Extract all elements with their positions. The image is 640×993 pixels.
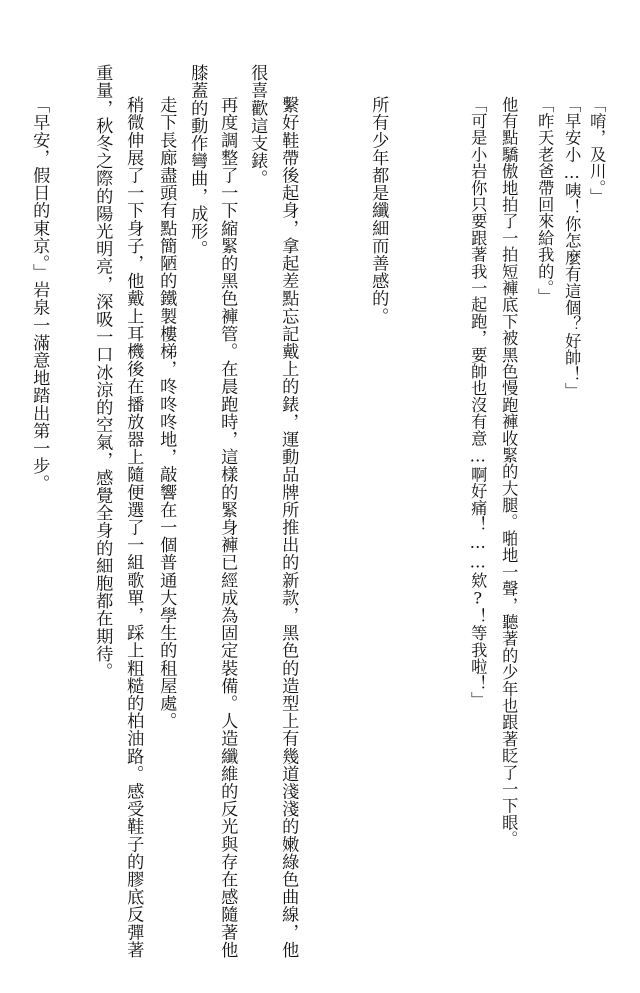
- text-column: 重量，秋冬之際的陽光明亮，深吸一口冰涼的空氣，感覺全身的細胞都在期待。: [93, 64, 113, 680]
- text-column: 「唷，及川。」: [587, 96, 607, 205]
- text-column: 「昨天老爸帶回來給我的。」: [535, 96, 555, 305]
- text-column: 膝蓋的動作彎曲，成形。: [188, 64, 208, 258]
- text-column: 走下長廊盡頭有點簡陋的鐵製樓梯，咚咚咚地，敲響在一個普通大學生的租屋處。: [157, 96, 177, 730]
- text-column: 稍微伸展了一下身子，他戴上耳機後在播放器上隨便選了一組歌單，踩上粗糙的柏油路。感受鞋子的膠底反彈著: [124, 96, 144, 959]
- text-column: 所有少年都是纖細而善感的。: [369, 96, 389, 325]
- text-column: 「早安小…咦！你怎麼有這個？好帥！」: [562, 96, 582, 400]
- text-column: 他有點驕傲地拍了一拍短褲底下被黑色慢跑褲收緊的大腿。啪地一聲，聽著的少年也跟著眨了一下眼。: [499, 96, 519, 848]
- text-column: 「早安，假日的東京。」岩泉一滿意地踏出第一步。: [30, 96, 50, 493]
- text-column: 「可是小岩你只要跟著我一起跑，要帥也沒有意…啊好痛！……欸?！等我啦！」: [468, 96, 488, 709]
- text-column: 繫好鞋帶後起身，拿起差點忘記戴上的錶，運動品牌所推出的新款，黑色的造型上有幾道淺淺的嫩綠色曲線，他: [279, 96, 299, 959]
- text-column: 再度調整了一下縮緊的黑色褲管。在晨跑時，這樣的緊身褲已經成為固定裝備。人造纖維的反光與存在感隨著他: [218, 96, 238, 959]
- text-column: 很喜歡這支錶。: [248, 64, 268, 188]
